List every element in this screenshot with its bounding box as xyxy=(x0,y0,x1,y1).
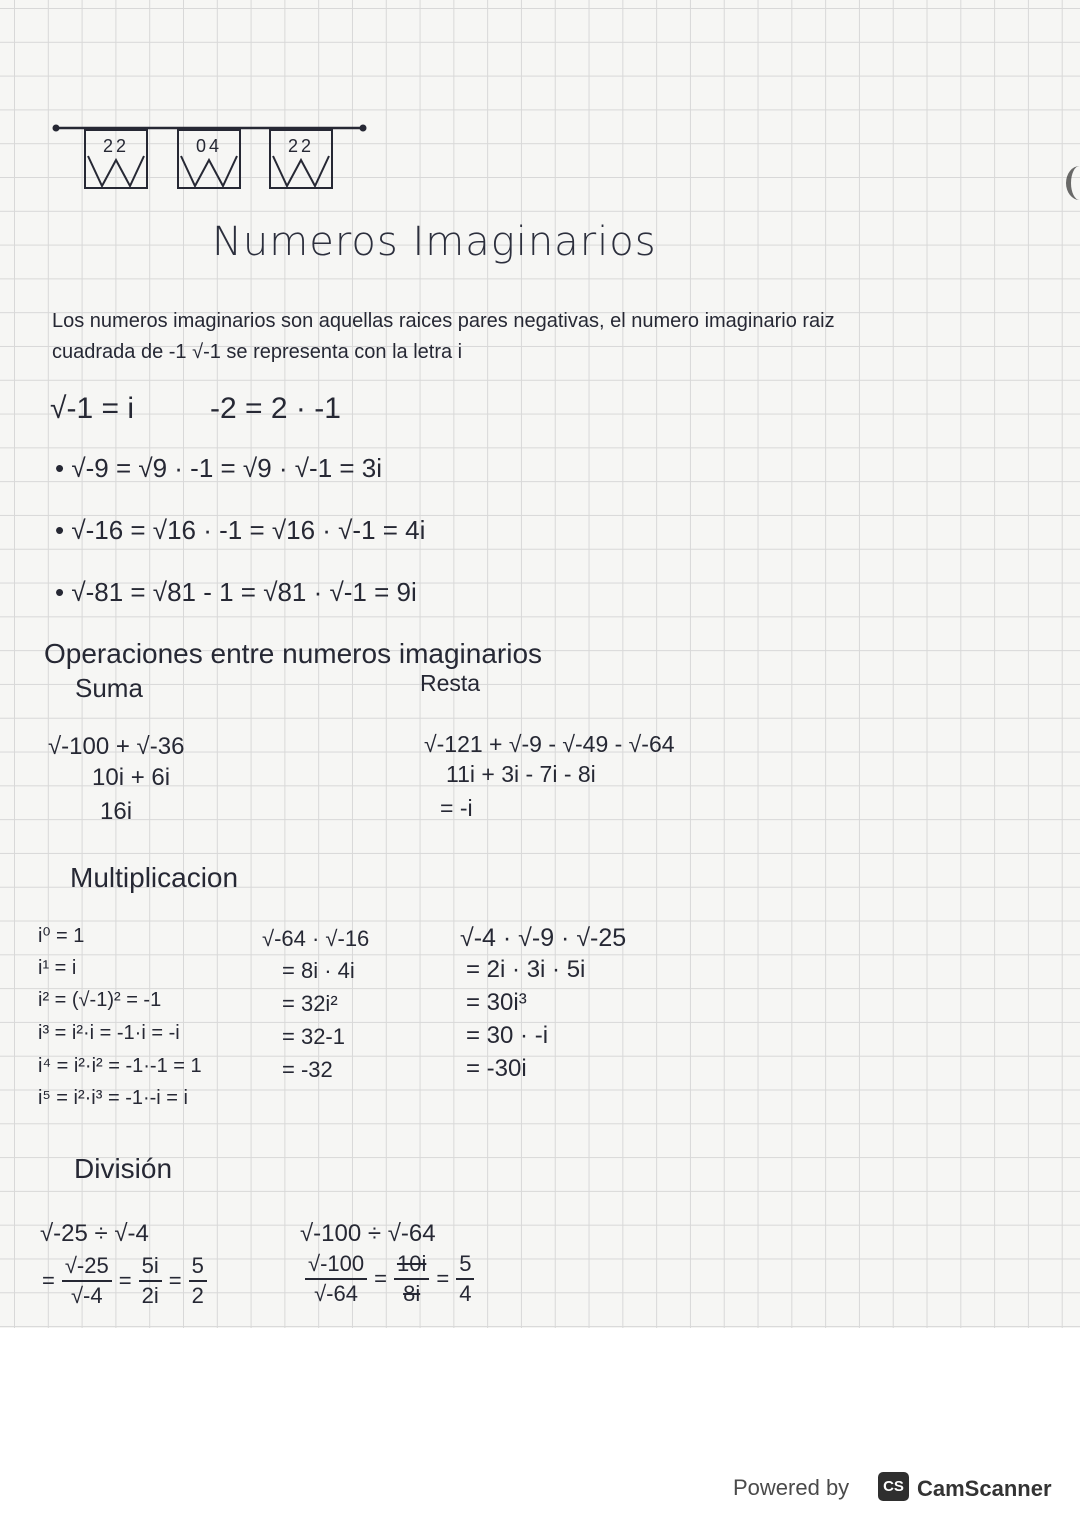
multiplication-example-2-line: = -30i xyxy=(466,1055,527,1082)
resta-line: = -i xyxy=(440,795,473,821)
banner-drawing xyxy=(52,120,368,200)
resta-label: Resta xyxy=(420,670,481,696)
suma-line: 10i + 6i xyxy=(92,764,171,791)
multiplication-example-1-line: = 32i² xyxy=(282,991,338,1016)
example-line: • √-81 = √81 - 1 = √81 · √-1 = 9i xyxy=(55,577,417,607)
multiplication-example-1-line: √-64 · √-16 xyxy=(262,926,370,951)
fraction xyxy=(305,1252,367,1306)
date-banner xyxy=(52,120,368,200)
power-line: i¹ = i xyxy=(38,957,77,979)
intro-line-1: Los numeros imaginarios son aquellas raices pares negativas, el numero imaginario raiz xyxy=(52,310,835,332)
fraction-numerator: 10i xyxy=(394,1252,429,1280)
camscanner-brand: CamScanner xyxy=(917,1476,1052,1501)
date-month: 04 xyxy=(195,136,223,156)
multiplication-example-2-line: = 30 · -i xyxy=(466,1022,549,1049)
division-example-2-expression: √-100 ÷ √-64 xyxy=(300,1220,436,1247)
fraction-numerator: √-25 xyxy=(62,1254,112,1282)
fraction-denominator: √-64 xyxy=(314,1281,358,1307)
fraction-numerator: 5 xyxy=(189,1254,207,1282)
resta-line: √-121 + √-9 - √-49 - √-64 xyxy=(424,731,675,757)
equals-sign: = xyxy=(168,1268,182,1294)
example-line: • √-16 = √16 · -1 = √16 · √-1 = 4i xyxy=(55,515,426,545)
powered-by-text: Powered by xyxy=(733,1475,850,1500)
page-title: Numeros Imaginarios xyxy=(212,219,657,265)
equals-sign: = xyxy=(42,1268,55,1294)
multiplication-example-2-line: √-4 · √-9 · √-25 xyxy=(460,924,627,952)
multiplication-example-2-line: = 2i · 3i · 5i xyxy=(466,956,586,983)
power-line: i² = (√-1)² = -1 xyxy=(38,989,162,1011)
power-line: i⁵ = i²·i³ = -1·-i = i xyxy=(38,1087,188,1109)
equals-sign: = xyxy=(436,1266,450,1292)
date-year: 22 xyxy=(287,136,315,156)
multiplication-example-2-line: = 30i³ xyxy=(466,989,527,1016)
multiplication-example-1-line: = 32-1 xyxy=(282,1024,345,1049)
equals-sign: = xyxy=(374,1266,387,1292)
suma-label: Suma xyxy=(75,673,143,703)
definition-example: -2 = 2 · -1 xyxy=(210,392,341,425)
equals-sign: = xyxy=(118,1268,132,1294)
division-example-2-steps xyxy=(300,1252,479,1306)
power-line: i⁰ = 1 xyxy=(38,925,85,947)
intro-line-2: cuadrada de -1 √-1 se representa con la letra i xyxy=(52,341,463,363)
fraction-numerator: √-100 xyxy=(305,1252,367,1280)
power-line: i⁴ = i²·i² = -1·-1 = 1 xyxy=(38,1055,202,1077)
fraction-denominator: 8i xyxy=(403,1281,421,1307)
suma-line: 16i xyxy=(100,798,133,825)
fraction-denominator: 2 xyxy=(191,1283,204,1309)
camscanner-logo-icon: CS xyxy=(878,1472,909,1501)
suma-line: √-100 + √-36 xyxy=(48,733,185,760)
fraction xyxy=(62,1254,112,1308)
definition-root: √-1 = i xyxy=(50,392,134,425)
resta-line: 11i + 3i - 7i - 8i xyxy=(446,761,596,787)
example-line: • √-9 = √9 · -1 = √9 · √-1 = 3i xyxy=(55,453,383,483)
operations-heading: Operaciones entre numeros imaginarios xyxy=(44,638,543,669)
multiplication-example-1-line: = 8i · 4i xyxy=(282,958,355,983)
multiplicacion-label: Multiplicacion xyxy=(70,862,239,893)
date-day: 22 xyxy=(102,136,130,156)
fraction-denominator: 4 xyxy=(459,1281,472,1307)
power-line: i³ = i²·i = -1·i = -i xyxy=(38,1022,180,1044)
division-example-1-expression: √-25 ÷ √-4 xyxy=(40,1220,149,1247)
fraction xyxy=(456,1252,474,1306)
division-label: División xyxy=(74,1153,173,1184)
fraction-denominator: √-4 xyxy=(70,1283,103,1309)
fraction xyxy=(394,1252,429,1306)
fraction xyxy=(189,1254,207,1308)
multiplication-example-1-line: = -32 xyxy=(282,1057,333,1082)
fraction-denominator: 2i xyxy=(141,1283,159,1309)
fraction-numerator: 5 xyxy=(456,1252,474,1280)
division-example-1-steps xyxy=(40,1254,212,1308)
fraction-numerator: 5i xyxy=(139,1254,162,1282)
fraction xyxy=(139,1254,162,1308)
